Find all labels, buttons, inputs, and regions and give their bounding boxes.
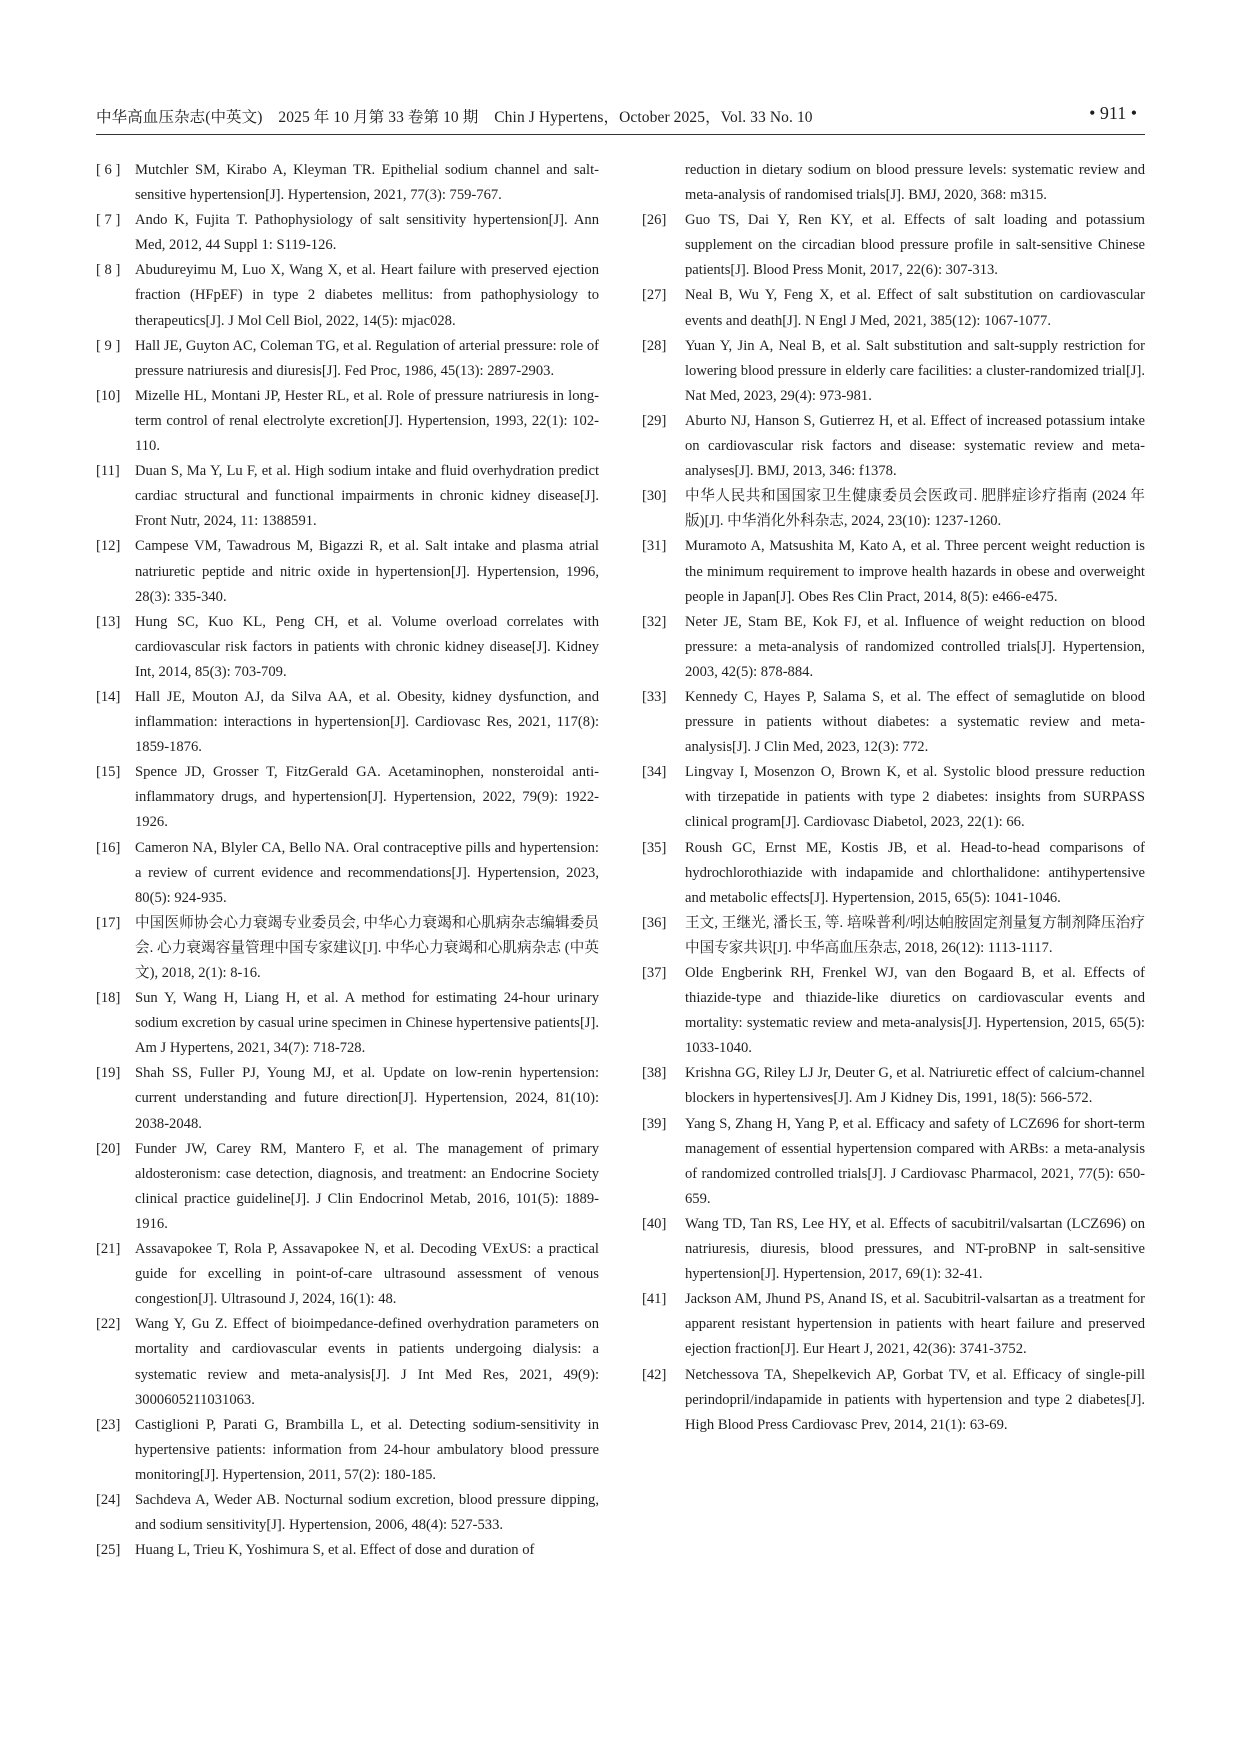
reference-entry [96,258,599,333]
reference-entry [642,158,1145,208]
reference-entry [642,409,1145,484]
reference-entry [96,1538,599,1563]
reference-number: [31] [642,538,667,555]
reference-number: [32] [642,613,667,630]
reference-text: Krishna GG, Riley LJ Jr, Deuter G, et al. Natriuretic effect of calcium-channel blockers in hypertensives[J]. Am J Kidney Dis, 1991, 18(5): 566-572. [685,1065,1145,1107]
page-number: • 911 • [1089,103,1137,123]
reference-entry [642,534,1145,609]
reference-text: Kennedy C, Hayes P, Salama S, et al. The effect of semaglutide on blood pressure in patients without diabetes: a systematic review and meta-analysis[J]. J Clin Med, 2023, 12(3): 772. [685,688,1145,756]
reference-text: Abudureyimu M, Luo X, Wang X, et al. Heart failure with preserved ejection fraction (HFpEF) in type 2 diabetes mellitus: from pathophysiology to therapeutics[J]. J Mol Cell Biol, 2022, 14(5): mjac028. [135,262,599,329]
reference-number: [37] [642,965,667,981]
reference-number: [18] [96,990,121,1007]
reference-number: [30] [642,488,667,505]
reference-entry [96,334,599,384]
reference-number: [38] [642,1065,667,1082]
reference-text: Sachdeva A, Weder AB. Nocturnal sodium excretion, blood pressure dipping, and sodium sensitivity[J]. Hypertension, 2006, 48(4): 527-533. [135,1491,599,1534]
reference-entry [642,961,1145,1061]
reference-number: [10] [96,387,121,404]
reference-text: Wang Y, Gu Z. Effect of bioimpedance-defined overhydration parameters on mortality and cardiovascular events in patients undergoing dialysis: a systematic review and meta-analysis[J]. J Int Med Res, 2021, 49(9): 3000605211031063. [135,1316,599,1408]
reference-text: Yuan Y, Jin A, Neal B, et al. Salt substitution and salt-supply restriction for lowering blood pressure in elderly care facilities: a cluster-randomized trial[J]. Nat Med, 2023, 29(4): 973-981. [685,337,1145,404]
reference-entry [96,534,599,609]
reference-entry [642,1363,1145,1438]
reference-text: reduction in dietary sodium on blood pressure levels: systematic review and meta-analysis of randomised trials[J]. BMJ, 2020, 368: m315. [685,162,1145,204]
journal-citation: 中华高血压杂志(中英文) 2025 年 10 月第 33 卷第 10 期 Chin J Hypertens，October 2025，Vol. 33 No. 10 [96,109,813,126]
reference-text: Wang TD, Tan RS, Lee HY, et al. Effects of sacubitril/valsartan (LCZ696) on natriuresis, diuresis, blood pressures, and NT-proBNP in salt-sensitive hypertension[J]. Hypertension, 2017, 69(1): 32-41. [685,1215,1145,1283]
reference-number: [26] [642,212,667,229]
reference-text: Muramoto A, Matsushita M, Kato A, et al. Three percent weight reduction is the minimum requirement to improve health hazards in obese and overweight people in Japan[J]. Obes Res Clin Pract, 2014, 8(5): e466-e475. [685,538,1145,605]
reference-entry [96,1237,599,1312]
reference-number: [28] [642,337,667,354]
reference-number: [40] [642,1215,667,1232]
reference-number: [12] [96,538,121,555]
reference-number: [ 8 ] [96,262,121,279]
reference-text: Lingvay I, Mosenzon O, Brown K, et al. Systolic blood pressure reduction with tirzepatide in patients with type 2 diabetes: insights from SURPASS clinical program[J]. Cardiovasc Diabetol, 2023, 22(1): 66. [685,764,1145,831]
reference-number: [36] [642,914,667,931]
reference-text: Jackson AM, Jhund PS, Anand IS, et al. Sacubitril-valsartan as a treatment for apparent resistant hypertension in patients with heart failure and preserved ejection fraction[J]. Eur Heart J, 2021, 42(36): 3741-3752. [685,1291,1145,1358]
reference-text: Olde Engberink RH, Frenkel WJ, van den Bogaard B, et al. Effects of thiazide-type and thiazide-like diuretics on cardiovascular events and mortality: systematic review and meta-analysis[J]. Hypertension, 2015, 65(5): 1033-1040. [685,965,1145,1057]
reference-text: Neal B, Wu Y, Feng X, et al. Effect of salt substitution on cardiovascular events and death[J]. N Engl J Med, 2021, 385(12): 1067-1077. [685,287,1145,329]
reference-entry [96,1312,599,1412]
running-header [96,103,1145,129]
reference-text: Cameron NA, Blyler CA, Bello NA. Oral contraceptive pills and hypertension: a review of current evidence and recommendations[J]. Hypertension, 2023, 80(5): 924-935. [135,839,599,906]
reference-entry [642,1112,1145,1212]
reference-entry [642,610,1145,685]
reference-number: [41] [642,1291,667,1308]
reference-entry [96,1137,599,1237]
reference-entry [642,208,1145,283]
reference-entry [96,986,599,1061]
reference-entry [642,1287,1145,1362]
reference-entry [96,384,599,459]
reference-number: [ 7 ] [96,212,121,229]
reference-entry [96,1488,599,1538]
reference-text: Hung SC, Kuo KL, Peng CH, et al. Volume overload correlates with cardiovascular risk factors in patients with chronic kidney disease[J]. Kidney Int, 2014, 85(3): 703-709. [135,613,599,680]
reference-entry [96,459,599,534]
reference-number: [35] [642,839,667,856]
reference-entry [96,1413,599,1488]
reference-number: [ 6 ] [96,162,121,178]
reference-entry [96,1061,599,1136]
reference-entry [642,911,1145,961]
reference-number: [11] [96,463,120,480]
reference-text: Assavapokee T, Rola P, Assavapokee N, et al. Decoding VExUS: a practical guide for excelling in point-of-care ultrasound assessment of venous congestion[J]. Ultrasound J, 2024, 16(1): 48. [135,1241,599,1308]
reference-entry [96,760,599,835]
reference-entry [642,283,1145,333]
reference-text: Roush GC, Ernst ME, Kostis JB, et al. Head-to-head comparisons of hydrochlorothiazide with indapamide and chlorthalidone: antihypertensive and metabolic effects[J]. Hypertension, 2015, 65(5): 1041-1046. [685,839,1145,906]
reference-text: Yang S, Zhang H, Yang P, et al. Efficacy and safety of LCZ696 for short-term management of essential hypertension compared with ARBs: a meta-analysis of randomized controlled trials[J]. J Cardiovasc Pharmacol, 2021, 77(5): 650-659. [685,1115,1145,1207]
reference-text: 中国医师协会心力衰竭专业委员会, 中华心力衰竭和心肌病杂志编辑委员会. 心力衰竭容量管理中国专家建议[J]. 中华心力衰竭和心肌病杂志 (中英文), 2018, 2(1): 8-16. [135,914,599,981]
reference-number: [34] [642,764,667,781]
reference-entry [642,685,1145,760]
reference-text: Neter JE, Stam BE, Kok FJ, et al. Influence of weight reduction on blood pressure: a meta-analysis of randomized controlled trials[J]. Hypertension, 2003, 42(5): 878-884. [685,613,1145,680]
reference-number: [14] [96,688,121,705]
reference-entry [642,760,1145,835]
reference-entry [96,208,599,258]
reference-text: Netchessova TA, Shepelkevich AP, Gorbat TV, et al. Efficacy of single-pill perindopril/indapamide in patients with hypertension and type 2 diabetes[J]. High Blood Press Cardiovasc Prev, 2014, 21(1): 63-69. [685,1366,1145,1433]
header-rule [96,134,1145,135]
reference-text: Hall JE, Mouton AJ, da Silva AA, et al. Obesity, kidney dysfunction, and inflammation: interactions in hypertension[J]. Cardiovasc Res, 2021, 117(8): 1859-1876. [135,688,599,756]
reference-number: [25] [96,1542,121,1559]
reference-text: Mizelle HL, Montani JP, Hester RL, et al. Role of pressure natriuresis in long-term control of renal electrolyte excretion[J]. Hypertension, 1993, 22(1): 102-110. [135,387,599,455]
reference-number: [16] [96,839,121,856]
reference-text: Campese VM, Tawadrous M, Bigazzi R, et al. Salt intake and plasma atrial natriuretic peptide and nitric oxide in hypertension[J]. Hypertension, 1996, 28(3): 335-340. [135,538,599,605]
reference-number: [29] [642,412,667,429]
reference-number: [20] [96,1140,121,1157]
reference-text: Shah SS, Fuller PJ, Young MJ, et al. Update on low-renin hypertension: current understanding and future direction[J]. Hypertension, 2024, 81(10): 2038-2048. [135,1065,599,1132]
reference-entry [642,1212,1145,1287]
reference-text: Duan S, Ma Y, Lu F, et al. High sodium intake and fluid overhydration predict cardiac structural and functional impairments in chronic kidney disease[J]. Front Nutr, 2024, 11: 1388591. [135,463,599,530]
reference-text: Spence JD, Grosser T, FitzGerald GA. Acetaminophen, nonsteroidal anti-inflammatory drugs, and hypertension[J]. Hypertension, 2022, 79(9): 1922-1926. [135,764,599,831]
reference-entry [96,685,599,760]
reference-entry [96,836,599,911]
reference-text: Mutchler SM, Kirabo A, Kleyman TR. Epithelial sodium channel and salt-sensitive hypertension[J]. Hypertension, 2021, 77(3): 759-767. [135,162,599,204]
reference-number: [24] [96,1491,121,1508]
reference-text: 中华人民共和国国家卫生健康委员会医政司. 肥胖症诊疗指南 (2024 年版)[J]. 中华消化外科杂志, 2024, 23(10): 1237-1260. [685,488,1145,530]
reference-number: [ 9 ] [96,337,121,354]
reference-number: [13] [96,613,121,630]
reference-text: 王文, 王继光, 潘长玉, 等. 培哚普利/吲达帕胺固定剂量复方制剂降压治疗中国专家共识[J]. 中华高血压杂志, 2018, 26(12): 1113-1117. [685,914,1145,956]
reference-number: [27] [642,287,667,304]
reference-text: Hall JE, Guyton AC, Coleman TG, et al. Regulation of arterial pressure: role of pressure natriuresis and diuresis[J]. Fed Proc, 1986, 45(13): 2897-2903. [135,337,599,379]
reference-entry [642,334,1145,409]
reference-entry [642,1061,1145,1111]
reference-text: Castiglioni P, Parati G, Brambilla L, et al. Detecting sodium-sensitivity in hypertensive patients: information from 24-hour ambulatory blood pressure monitoring[J]. Hypertension, 2011, 57(2): 180-185. [135,1416,599,1483]
reference-entry [96,610,599,685]
reference-entry [642,836,1145,911]
reference-text: Sun Y, Wang H, Liang H, et al. A method for estimating 24-hour urinary sodium excretion by casual urine specimen in Chinese hypertensive patients[J]. Am J Hypertens, 2021, 34(7): 718-728. [135,990,599,1057]
reference-number: [17] [96,914,121,931]
reference-number: [22] [96,1316,121,1333]
reference-number: [15] [96,764,121,781]
reference-text: Guo TS, Dai Y, Ren KY, et al. Effects of salt loading and potassium supplement on the circadian blood pressure profile in salt-sensitive Chinese patients[J]. Blood Press Monit, 2017, 22(6): 307-313. [685,212,1145,279]
reference-text: Ando K, Fujita T. Pathophysiology of salt sensitivity hypertension[J]. Ann Med, 2012, 44 Suppl 1: S119-126. [135,212,599,254]
reference-number: [39] [642,1115,667,1132]
reference-text: Funder JW, Carey RM, Mantero F, et al. The management of primary aldosteronism: case detection, diagnosis, and treatment: an Endocrine Society clinical practice guideline[J]. J Clin Endocrinol Metab, 2016, 101(5): 1889-1916. [135,1140,599,1232]
reference-text: Aburto NJ, Hanson S, Gutierrez H, et al. Effect of increased potassium intake on cardiovascular risk factors and disease: systematic review and meta-analyses[J]. BMJ, 2013, 346: f1378. [685,412,1145,480]
reference-number: [42] [642,1366,667,1383]
references-right-column [642,158,1145,1438]
reference-number: [23] [96,1416,121,1433]
reference-text: Huang L, Trieu K, Yoshimura S, et al. Effect of dose and duration of [135,1542,535,1559]
reference-entry [96,911,599,986]
reference-number: [21] [96,1241,121,1258]
references-left-column [96,158,599,1563]
reference-number: [19] [96,1065,121,1082]
reference-entry [642,484,1145,534]
reference-entry [96,158,599,208]
reference-number: [33] [642,688,667,705]
